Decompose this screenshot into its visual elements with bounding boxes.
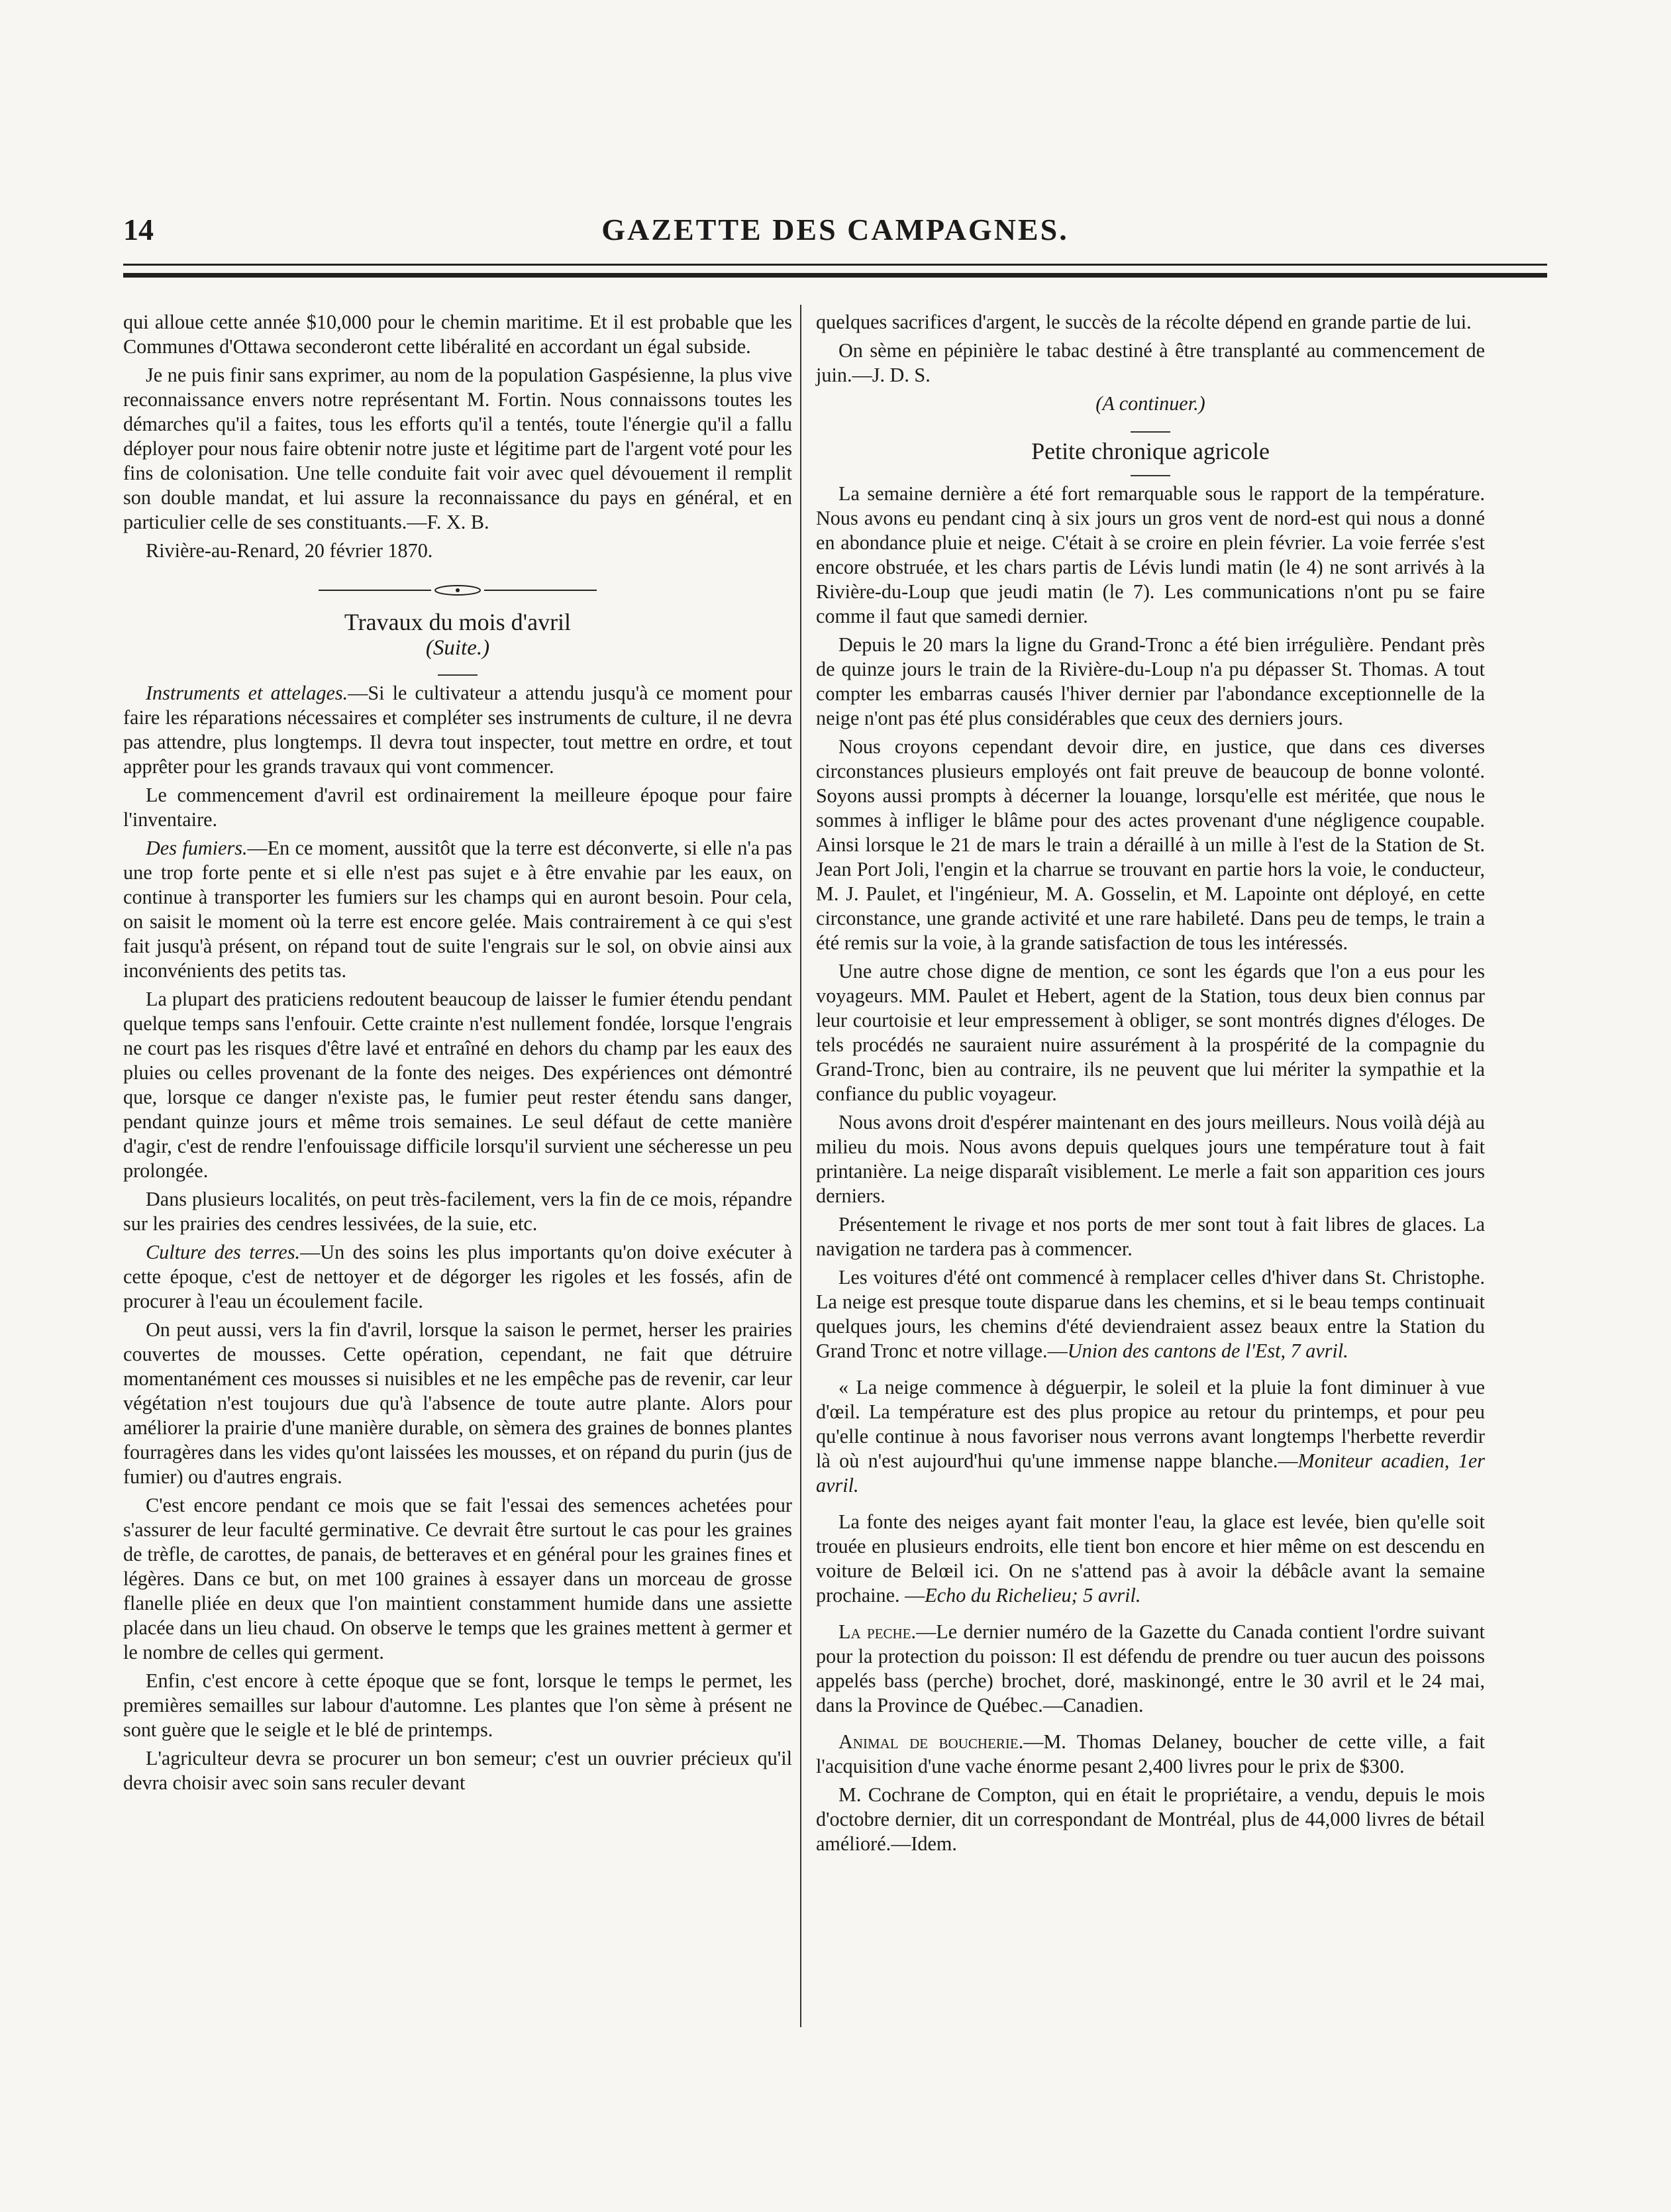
instruments-label: Instruments et attelages. [146, 682, 348, 704]
degeurpir-paragraph [816, 1375, 1485, 1498]
page-title: GAZETTE DES CAMPAGNES. [601, 213, 1069, 246]
animal-label: Animal de boucherie. [838, 1730, 1024, 1753]
voitures-text: Les voitures d'été ont commencé à remplacer celles d'hiver dans St. Christophe. La neige est presque toute disparue dans les chemins, et si le beau temps continuait quelques jours, les chemins d'été deviendraient assez beaux entre la Station du Grand Tronc et notre village.— [816, 1266, 1485, 1362]
travaux-heading: Travaux du mois d'avril [344, 609, 572, 635]
culture-text: —Un des soins les plus importants qu'on doive exécuter à cette époque, c'est de nettoyer et de dégorger les rigoles et les fossés, afin de procurer à l'eau un écoulement facile. [123, 1241, 792, 1312]
paragraph-gap [816, 1722, 1485, 1730]
voitures-source: Union des cantons de l'Est, 7 avril. [1067, 1340, 1348, 1362]
fumiers-paragraph [123, 836, 792, 983]
fonte-text: La fonte des neiges ayant fait monter l'eau, la glace est levée, bien qu'elle soit trouée en plusieurs endroits, elle tient bon encore et hier même on est descendu en voiture de Belœil ici. On ne s'attend pas à avoir la débâcle avant la semaine prochaine. — [816, 1510, 1485, 1606]
degeurpir-text: « La neige commence à déguerpir, le soleil et la pluie la font diminuer à vue d'œil. La température est des plus propice au retour du printemps, et pour peu qu'elle continue à nous favoriser nous verrons avant longtemps l'herbette reverdir là où n'est aujourd'hui qu'une immense nappe blanche.— [816, 1376, 1485, 1472]
letter-dateline: Rivière-au-Renard, 20 février 1870. [146, 539, 433, 562]
justice-paragraph: Nous croyons cependant devoir dire, en justice, que dans ces diverses circonstances plusieurs employés ont fait preuve de beaucoup de bonne volonté. Soyons aussi prompts à décerner la louange, lorsqu'elle est méritée, que nous le sommes à infliger le blâme pour des actes provenant d'une négligence coupable. Ainsi lorsque le 21 de mars le train a déraillé à un mille à l'est de la Station de St. Jean Port Joli, l'engin et la charrue se trouvant en partie hors la voie, le conducteur, M. J. Paulet, et l'ingénieur, M. A. Gosselin, et M. Lapointe ont déployé, en cette circonstance, une grande activité et une rare habileté. Dans peu de temps, le train a été remis sur la voie, à la grande satisfaction de tous les intéressés. [816, 735, 1485, 954]
paragraph-gap [816, 1502, 1485, 1510]
page-header [123, 212, 1547, 252]
paragraph-gap [816, 1612, 1485, 1620]
letter-paragraph: Je ne puis finir sans exprimer, au nom de la population Gaspésienne, la plus vive reconnaissance envers notre représentant M. Fortin. Nous connaissons toutes les démarches qu'il a faites, tous les efforts qu'il a tentés, toute l'énergie qu'il a fallu déployer pour nous faire obtenir notre juste et légitime part de l'argent voté pour les fins de colonisation. Une telle conduite fait voir avec quel dévouement il remplit son double mandat, et lui assure la reconnaissance du pays en général, et en particulier celle de ses constituants.—F. X. B. [123, 364, 792, 533]
fonte-source: Echo du Richelieu; 5 avril. [925, 1584, 1141, 1606]
animal-text: —M. Thomas Delaney, boucher de cette ville, a fait l'acquisition d'une vache énorme pesant 2,400 livres pour le prix de $300. [816, 1730, 1485, 1777]
semences-paragraph: C'est encore pendant ce mois que se fait l'essai des semences achetées pour s'assurer de leur faculté germinative. Ce devrait être surtout le cas pour les graines de trèfle, de carottes, de panais, de betteraves et en général pour les graines fines et légères. Dans ce but, on met 100 graines à essayer dans un morceau de grosse flanelle pliée en deux que l'on maintient constamment humide dans une assiette placée dans un lieu chaud. On observe le temps que les graines mettent à germer et le nombre de celles qui germent. [123, 1494, 792, 1663]
header-rule-thick [123, 273, 1547, 278]
localites-paragraph: Dans plusieurs localités, on peut très-facilement, vers la fin de ce mois, répandre sur les prairies des cendres lessivées, de la suie, etc. [123, 1188, 792, 1235]
egards-paragraph: Une autre chose digne de mention, ce sont les égards que l'on a eus pour les voyageurs. MM. Paulet et Hebert, agent de la Station, tous deux bien connus par leur courtoisie et leur empressement à obliger, se sont montrés dignes d'éloges. De tels procédés ne sauraient nuire assurément à la prospérité de la compagnie du Grand-Tronc, bien au contraire, ils ne peuvent que lui mériter la sympathie et la confiance du public voyageur. [816, 960, 1485, 1105]
grand-tronc-paragraph: Depuis le 20 mars la ligne du Grand-Tronc a été bien irrégulière. Pendant près de quinze jours le train de la Rivière-du-Loup n'a pu dépasser St. Thomas. A tout compter les embarras causés l'hiver dernier par l'abondance exceptionnelle de la neige n'ont pas été plus considérables que ceux des derniers jours. [816, 633, 1485, 729]
fumiers-label: Des fumiers. [146, 837, 248, 859]
semeur-paragraph: L'agriculteur devra se procurer un bon semeur; c'est un ouvrier précieux qu'il devra choisir avec soin sans reculer devant [123, 1747, 792, 1794]
short-rule [816, 465, 1485, 476]
culture-paragraph [123, 1240, 792, 1314]
short-rule [816, 421, 1485, 433]
voitures-paragraph [816, 1265, 1485, 1363]
ornament-divider [123, 578, 792, 602]
travaux-continuation: quelques sacrifices d'argent, le succès de la récolte dépend en grande partie de lui. [816, 311, 1472, 333]
inventaire-paragraph: Le commencement d'avril est ordinairement la meilleure époque pour faire l'inventaire. [123, 784, 792, 831]
page-number: 14 [123, 213, 154, 246]
tabac-paragraph: On sème en pépinière le tabac destiné à être transplanté au commencement de juin.—J. D. S. [816, 339, 1485, 386]
praticiens-paragraph: La plupart des praticiens redoutent beaucoup de laisser le fumier étendu pendant quelque temps sans l'enfouir. Cette crainte n'est nullement fondée, lorsque l'engrais ne court pas les risques d'être lavé et entraîné en dehors du champ par les eaux des pluies ou celles provenant de la fonte des neiges. Des expériences ont démontré que, lorsque ce danger n'existe pas, le fumier peut rester étendu sans danger, pendant quinze jours et même trois semaines. Le seul défaut de cette manière d'agir, c'est de rendre l'enfouissage difficile lorsqu'il survient une sécheresse un peu prolongée. [123, 988, 792, 1182]
enfin-paragraph: Enfin, c'est encore à cette époque que se font, lorsque le temps le permet, les premières semailles sur labour d'automne. Les plantes que l'on sème à présent ne sont guère que le seigle et le blé de printemps. [123, 1669, 792, 1741]
fonte-paragraph [816, 1510, 1485, 1608]
paragraph-gap [816, 1367, 1485, 1375]
esperer-paragraph: Nous avons droit d'espérer maintenant en des jours meilleurs. Nous voilà déjà au milieu du mois. Nous avons depuis quelques jours une température tout à fait printanière. La neige disparaît visiblement. Le merle a fait son apparition ces jours derniers. [816, 1111, 1485, 1207]
peche-label: La peche. [838, 1620, 917, 1643]
degeurpir-source: Moniteur acadien, 1er avril. [816, 1449, 1485, 1497]
fumiers-text: —En ce moment, aussitôt que la terre est déconverte, si elle n'a pas une trop forte pente et si elle n'est pas sujet e à être envahie par les eaux, on continue à transporter les fumiers sur les champs qui en auront besoin. Pour cela, on saisit le moment où la terre est encore gelée. Mais contrairement à ce qui s'est fait jusqu'à présent, on répand tout de suite l'engrais sur le sol, on obvie ainsi aux inconvénients des petits tas. [123, 837, 792, 982]
instruments-text: —Si le cultivateur a attendu jusqu'à ce moment pour faire les réparations nécessaires et compléter ses instruments de culture, il ne devra pas attendre, plus longtemps. Il devra tout inspecter, tout mettre en ordre, et tout apprêter pour les grands travaux qui vont commencer. [123, 682, 792, 778]
column-divider [800, 305, 801, 2027]
left-column [123, 310, 792, 1799]
letter-continuation: qui alloue cette année $10,000 pour le chemin maritime. Et il est probable que les Communes d'Ottawa seconderont cette libéralité en accordant un égal subside. [123, 311, 792, 358]
animal-paragraph [816, 1730, 1485, 1779]
peche-paragraph [816, 1620, 1485, 1718]
short-rule [123, 664, 792, 676]
peche-text: —Le dernier numéro de la Gazette du Canada contient l'ordre suivant pour la protection du poisson: Il est défendu de prendre ou tuer aucun des poissons appelés bass (perche) brochet, doré, maskinongé, entre le 30 avril et le 24 mai, dans la Province de Québec.—Canadien. [816, 1620, 1485, 1716]
continuer-note: (A continuer.) [1095, 392, 1205, 415]
cochrane-paragraph: M. Cochrane de Compton, qui en était le propriétaire, a vendu, depuis le mois d'octobre dernier, dit un correspondant de Montréal, plus de 44,000 livres de bétail amélioré.—Idem. [816, 1783, 1485, 1855]
chronique-heading: Petite chronique agricole [1031, 438, 1270, 464]
rivage-paragraph: Présentement le rivage et nos ports de mer sont tout à fait libres de glaces. La navigation ne tardera pas à commencer. [816, 1213, 1485, 1260]
semaine-paragraph: La semaine dernière a été fort remarquable sous le rapport de la température. Nous avons eu pendant cinq à six jours un gros vent de nord-est qui nous a donné en abondance pluie et neige. C'était à se croire en plein février. La voie ferrée s'est encore obstruée, et les chars partis de Lévis lundi matin (le 4) ne sont arrivés à la Rivière-du-Loup que jeudi matin (le 7). Les communications n'ont pu se faire comme il faut que samedi dernier. [816, 482, 1485, 627]
instruments-paragraph [123, 681, 792, 779]
right-column [816, 310, 1485, 1860]
header-rule-thin [123, 264, 1547, 266]
herser-paragraph: On peut aussi, vers la fin d'avril, lorsque la saison le permet, herser les prairies couvertes de mousses. Cette opération, cependant, ne fait que détruire momentanément ces mousses si nuisibles et ne les empêche pas de revenir, car leur végétation n'est toujours due qu'à l'absence de toute autre plante. Alors pour améliorer la prairie d'une manière durable, on sèmera des graines de bonnes plantes fourragères dans les vides qu'ont laissées les mousses, et on répand du purin (jus de fumier) ou d'autres engrais. [123, 1318, 792, 1488]
culture-label: Culture des terres. [146, 1241, 301, 1263]
travaux-subheading: (Suite.) [425, 636, 490, 660]
